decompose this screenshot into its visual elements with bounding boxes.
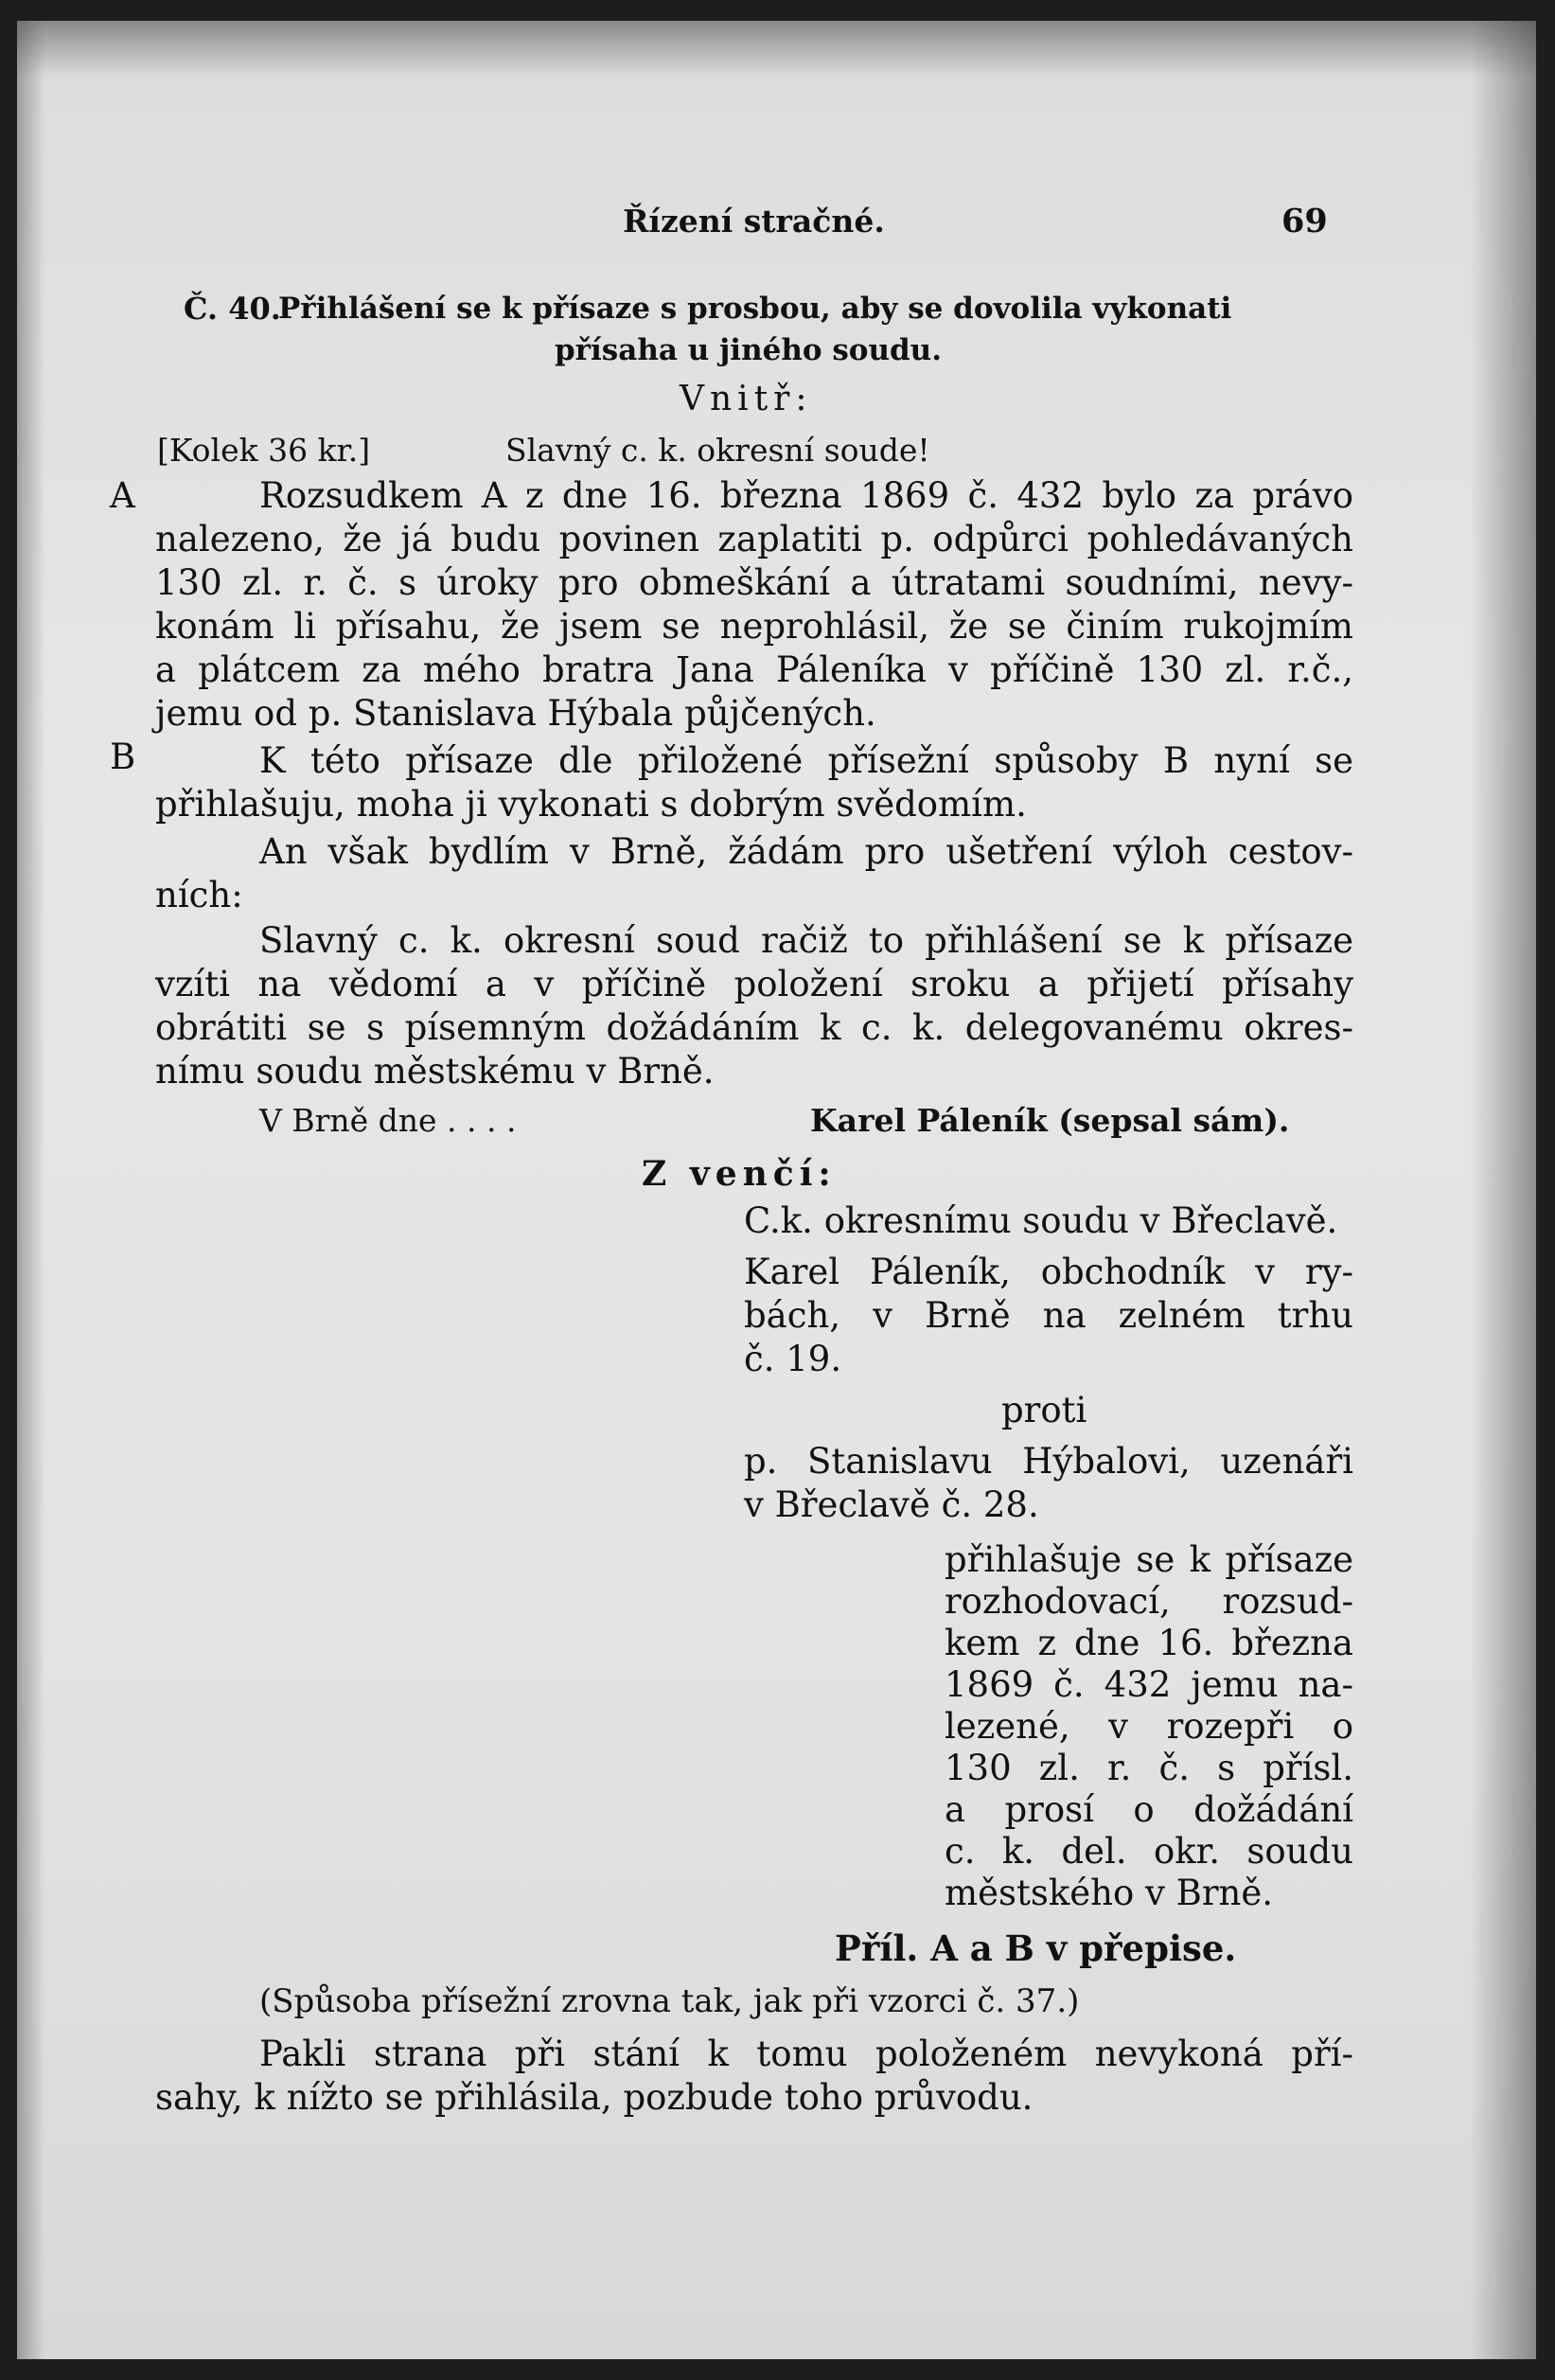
margin-marker-b: B (110, 737, 136, 777)
text-line: c. k. del. okr. soudu (945, 1831, 1353, 1872)
outside-heading: Z venčí: (642, 1154, 837, 1194)
text-line: konám li přísahu, že jsem se neprohlásil, že se činím rukojmím (155, 606, 1353, 647)
text-line: sahy, k nížto se přihlásila, pozbude toho průvodu. (155, 2077, 1034, 2118)
section-title-line1: Přihlášení se k přísaze s prosbou, aby se dovolila vykonati (278, 292, 1232, 326)
text-line: Karel Páleník, obchodník v ry- (744, 1252, 1353, 1292)
text-line: ních: (155, 875, 243, 915)
text-line: kem z dne 16. března (945, 1623, 1353, 1663)
page-shadow-top (17, 21, 1536, 78)
text-line: Slavný c. k. okresní soud račiž to přihlášení se k přísaze (259, 920, 1353, 961)
book-page (17, 21, 1536, 2359)
salutation: Slavný c. k. okresní soude! (505, 432, 930, 469)
text-line: nímu soudu městskému v Brně. (155, 1051, 715, 1092)
signature: Karel Páleník (sepsal sám). (810, 1102, 1290, 1139)
page-number: 69 (1281, 202, 1328, 240)
page-shadow-left (17, 21, 45, 2359)
text-line: vzíti na vědomí a v příčině položení sroku a přijetí přísahy (155, 964, 1353, 1004)
place-date: V Brně dne . . . . (259, 1102, 517, 1139)
text-line: přihlašuju, moha ji vykonati s dobrým svědomím. (155, 784, 1027, 825)
text-line: p. Stanislavu Hýbalovi, uzenáři (744, 1441, 1353, 1482)
text-line: lezené, v rozepři o (945, 1706, 1353, 1747)
form-note: (Spůsoba přísežní zrovna tak, jak při vzorci č. 37.) (259, 1982, 1080, 2020)
text-line: a prosí o dožádání (945, 1789, 1353, 1830)
text-line: obrátiti se s písemným dožádáním k c. k. delegovanému okres- (155, 1007, 1353, 1048)
section-title-line2: přísaha u jiného soudu. (555, 333, 943, 367)
text-line: 130 zl. r. č. s úroky pro obmeškání a útratami soudními, nevy- (155, 562, 1353, 603)
text-line: 130 zl. r. č. s přísl. (945, 1748, 1353, 1788)
text-line: rozhodovací, rozsud- (945, 1581, 1353, 1622)
text-line: č. 19. (744, 1339, 842, 1379)
text-line: nalezeno, že já budu povinen zaplatiti p. odpůrci pohledávaných (155, 519, 1353, 559)
addressee-court: C.k. okresnímu soudu v Břeclavě. (744, 1200, 1338, 1241)
inside-heading: Vnitř: (680, 380, 813, 418)
text-line: městského v Brně. (945, 1873, 1274, 1913)
running-title: Řízení stračné. (623, 203, 885, 240)
text-line: bách, v Brně na zelném trhu (744, 1295, 1353, 1336)
text-line: v Břeclavě č. 28. (744, 1484, 1039, 1525)
stamp-note: [Kolek 36 kr.] (157, 432, 371, 469)
text-line: a plátcem za mého bratra Jana Páleníka v příčině 130 zl. r.č., (155, 649, 1353, 690)
text-line: An však bydlím v Brně, žádám pro ušetření výloh cestov- (259, 831, 1353, 872)
text-line: K této přísaze dle přiložené přísežní spůsoby B nyní se (259, 740, 1353, 781)
attachments-note: Příl. A a B v přepise. (835, 1927, 1237, 1969)
versus: proti (1001, 1390, 1087, 1430)
text-line: 1869 č. 432 jemu na- (945, 1664, 1353, 1705)
text-line: Pakli strana při stání k tomu položeném nevykoná pří- (259, 2034, 1353, 2074)
page-shadow-right (1470, 21, 1536, 2359)
text-line: jemu od p. Stanislava Hýbala půjčených. (155, 693, 876, 734)
text-line: přihlašuje se k přísaze (945, 1539, 1353, 1580)
margin-marker-a: A (110, 475, 135, 516)
section-number: Č. 40. (184, 291, 281, 327)
text-line: Rozsudkem A z dne 16. března 1869 č. 432 bylo za právo (259, 475, 1353, 516)
